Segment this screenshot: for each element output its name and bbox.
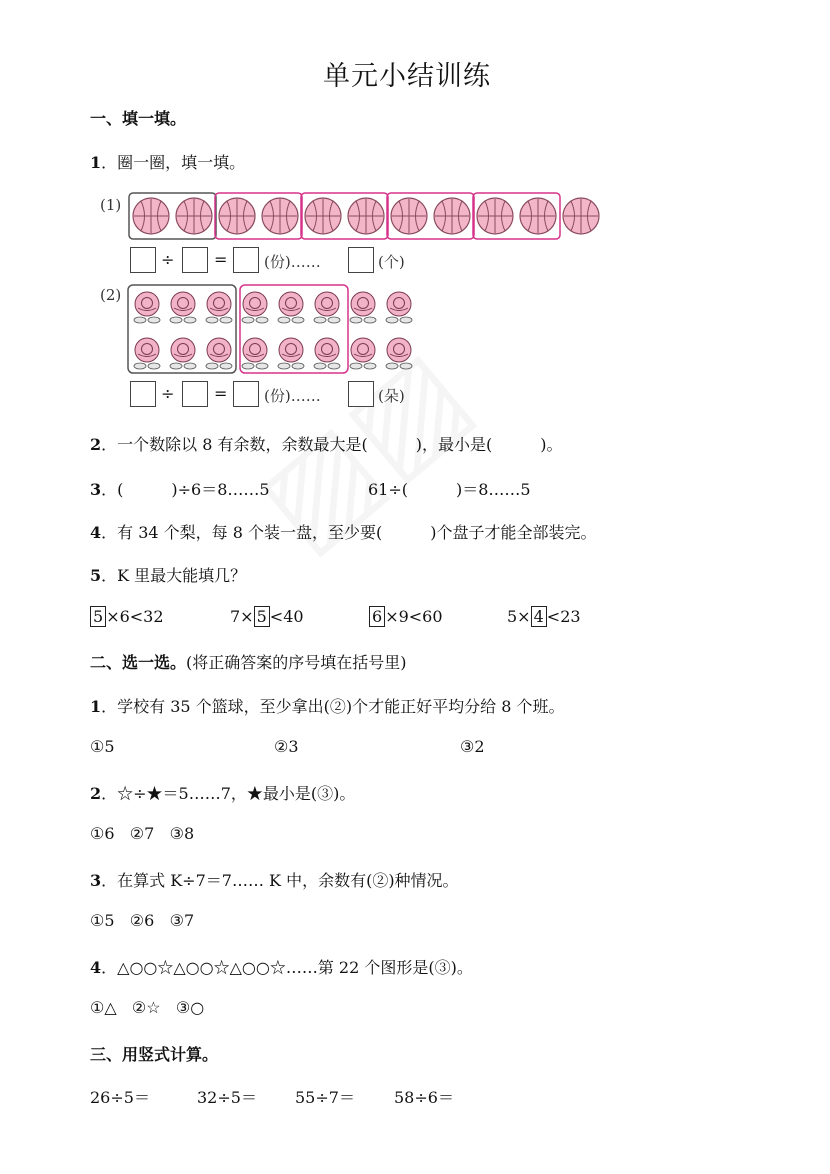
rose [134, 292, 160, 323]
q2-1-option-2: ②3 [274, 737, 299, 756]
eq2-row [130, 381, 430, 411]
section2-heading: 二、选一选。(将正确答案的序号填在括号里) [90, 653, 407, 672]
q5-item-2: 7× 5 <40 [230, 607, 304, 626]
answer-box: 5 [90, 606, 106, 627]
answer-box: 4 [531, 606, 547, 627]
eq1-suffix1: (份)…… [264, 253, 321, 271]
eq-sign: = [214, 250, 228, 269]
eq2-box-divisor[interactable] [182, 381, 208, 407]
eq1-box-remainder[interactable] [348, 247, 374, 273]
rose [170, 338, 196, 369]
q1-1: 1．圈一圈，填一填。 [90, 153, 246, 172]
rose [386, 292, 412, 323]
basketball [262, 198, 298, 234]
basketball [520, 198, 556, 234]
q2-1-option-3: ③2 [460, 737, 485, 756]
eq2-box-dividend[interactable] [130, 381, 156, 407]
basketball [219, 198, 255, 234]
basketball [434, 198, 470, 234]
calc-problem-4: 58÷6＝ [394, 1088, 454, 1107]
basketball [348, 198, 384, 234]
eq1-box-quotient[interactable] [233, 247, 259, 273]
eq1-row [130, 247, 430, 277]
q1-3: 3．( )÷6＝8……5 [90, 480, 270, 499]
q2-3: 3．在算式 K÷7＝7…… K 中，余数有(②)种情况。 [90, 871, 459, 890]
q1-5: 5．K 里最大能填几？ [90, 566, 247, 585]
eq2-suffix2: (朵) [378, 387, 405, 405]
eq-sign: = [214, 384, 228, 403]
page-title: 单元小结训练 [323, 61, 491, 92]
eq1-box-divisor[interactable] [182, 247, 208, 273]
q1-4: 4．有 34 个梨，每 8 个装一盘，至少要( )个盘子才能全部装完。 [90, 523, 597, 542]
div-sign: ÷ [161, 250, 175, 269]
rose [278, 292, 304, 323]
answer-box: 5 [254, 606, 270, 627]
basketball [305, 198, 341, 234]
rose [242, 338, 268, 369]
basketball [563, 198, 599, 234]
q2-2: 2．☆÷★＝5……7，★最小是(③)。 [90, 784, 356, 803]
rose [350, 292, 376, 323]
q2-4-options: ①△ ②☆ ③○ [90, 998, 205, 1017]
q2-1-option-1: ①5 [90, 737, 115, 756]
eq2-suffix1: (份)…… [264, 387, 321, 405]
rose [206, 292, 232, 323]
rose [350, 338, 376, 369]
rose [314, 292, 340, 323]
rose [242, 292, 268, 323]
section1-heading: 一、填一填。 [90, 109, 187, 128]
answer-box: 6 [369, 606, 385, 627]
rose [314, 338, 340, 369]
rose [206, 338, 232, 369]
calc-problem-3: 55÷7＝ [295, 1088, 355, 1107]
eq2-box-quotient[interactable] [233, 381, 259, 407]
part2-label: (2) [100, 286, 122, 304]
basketball [391, 198, 427, 234]
q1-3b: 61÷( )＝8……5 [368, 480, 531, 499]
q5-item-1: 5 ×6<32 [90, 606, 164, 627]
div-sign: ÷ [161, 384, 175, 403]
balls-figure [128, 188, 608, 244]
basketball [133, 198, 169, 234]
q2-2-options: ①6 ②7 ③8 [90, 824, 195, 843]
calc-problem-1: 26÷5＝ [90, 1088, 150, 1107]
q5-item-4: 5× 4 <23 [507, 607, 581, 626]
q2-3-options: ①5 ②6 ③7 [90, 911, 195, 930]
flowers-figure [125, 282, 425, 380]
eq2-box-remainder[interactable] [348, 381, 374, 407]
basketball [477, 198, 513, 234]
rose [170, 292, 196, 323]
eq1-suffix2: (个) [378, 253, 405, 271]
q2-4: 4．△○○☆△○○☆△○○☆……第 22 个图形是(③)。 [90, 958, 473, 977]
basketball [176, 198, 212, 234]
part1-label: (1) [100, 196, 122, 214]
q1-2: 2．一个数除以 8 有余数，余数最大是( )，最小是( )。 [90, 435, 563, 454]
q5-item-3: 6 ×9<60 [369, 606, 443, 627]
rose [278, 338, 304, 369]
eq1-box-dividend[interactable] [130, 247, 156, 273]
rose [134, 338, 160, 369]
section3-heading: 三、用竖式计算。 [90, 1045, 219, 1064]
calc-problem-2: 32÷5＝ [197, 1088, 257, 1107]
q2-1: 1．学校有 35 个篮球，至少拿出(②)个才能正好平均分给 8 个班。 [90, 697, 565, 716]
rose [386, 338, 412, 369]
